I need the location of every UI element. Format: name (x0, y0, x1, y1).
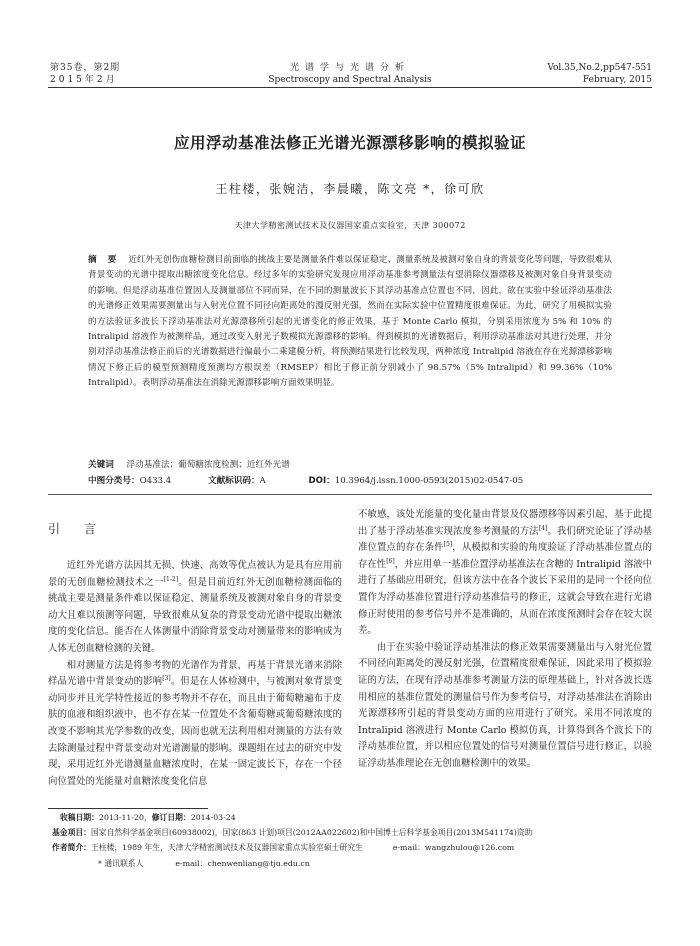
clc-label: 中图分类号： (88, 476, 140, 486)
date-en: February, 2015 (582, 75, 652, 85)
citation-ref: [1-2] (163, 575, 179, 583)
footnote-dates (60, 811, 660, 826)
footnote-author (52, 841, 672, 856)
author-list: 王柱楼，张婉洁，李晨曦，陈文亮 *，徐可欣 (215, 182, 485, 196)
left-paragraph-2 (48, 658, 342, 791)
doi-label: DOI： (308, 476, 335, 486)
right-p1-text-d: ，并应用单一基准位置浮动基准法在含糖的 Intralipid 溶液中进行了基础应用研究，但该方法中在各个波长下采用的是同一个径向位置作为浮动基准位置进行浮动基准信号的修正，这就会导致在进行光谱修正时使用的参考信号并不是准确的，从而在浓度预测时会存在较大误差。 (358, 558, 652, 637)
abstract-divider (48, 494, 652, 495)
email-label: e-mail： (392, 843, 425, 852)
abstract-text: 近红外无创伤血糖检测目前面临的挑战主要是测量条件难以保证稳定、测量系统及被测对象自身的背景变化等问题，导致很难从背景变动的光谱中提取出糖浓度变化信息。经过多年的实验研究发现应用浮动基准参考测量法有望消除仪器漂移及被测对象自身背景变动的影响。但是浮动基准位置因人及测量部位不同而异，在不同的测量波长下其浮动基准点位置也不同，因此，欲在实验中验证浮动基准法的光谱修正效果需要测量出与入射光位置不同径向距离处的漫反射光强，然而在实际实验中位置精度很难保证。为此，研究了用模拟实验的方法验证多波长下浮动基准法对光源漂移所引起的光谱变化的修正效果，基于 Monte Carlo 模拟，分别采用浓度为 5% 和 10% 的 Intralipid 溶液作为被测样品，通过改变入射光子数模拟光源漂移的影响。得到模拟的光谱数据后，利用浮动基准法对其进行处理，并分别对浮动基准法修正前后的光谱数据进行偏最小二乘建模分析，将预测结果进行比较发现，两种浓度 Intralipid 溶液在存在光源漂移影响情况下修正后的模型预测精度预测均方根误差（RMSEP）相比于修正前分别减小了 98.57%（5% Intralipid）和 99.36%（10% Intralipid）。表明浮动基准法在消除光源漂移影响方面效果明显。 (88, 255, 612, 389)
revised-date: 2014-03-24 (190, 813, 236, 822)
revised-label: 修订日期： (151, 813, 191, 822)
journal-name-cn: 光谱学与光谱分析 (289, 63, 410, 73)
author-email: wangzhulou@126.com (424, 843, 515, 852)
received-label: 收稿日期： (60, 813, 99, 822)
right-paragraph-2: 由于在实验中验证浮动基准法的修正效果需要测量出与入射光位置不同径向距离处的漫反射光强，位置精度很难保证，因此采用了模拟验证的方法，在现有浮动基准参考测量方法的原理基础上，针对各波长选用相应的基准位置处的测量信号作为参考信号，对浮动基准法在消除由光源漂移所引起的背景变动方面的应用进行了研究。采用不同浓度的 Intralipid 溶液进行 Monte Carlo 模拟仿真，计算得到各个波长下的浮动基准位置，并以相应位置处的信号对测量位置信号进行修正，以验证浮动基准理论在无创血糖检测中的效果。 (358, 641, 652, 769)
classification (88, 474, 523, 486)
left-p1-text-a: 近红外光谱方法因其无损、快速、高效等优点被认为是具有应用前景的无创血糖检测技术之一 (48, 560, 342, 588)
journal-citation (547, 62, 652, 86)
date-cn: 2015年2月 (50, 75, 118, 85)
right-p1-text-a: 不敏感，该处光能量的变化量由背景及仪器漂移等因素引起，基于此提出了基于浮动基准实现浓度参考测量的方法 (358, 509, 652, 537)
affiliation: 天津大学精密测试技术及仪器国家重点实验室，天津 300072 (234, 220, 466, 230)
keywords-label: 关键词 (88, 460, 114, 470)
right-paragraph-1 (358, 507, 652, 640)
right-p1-text-b: 。我们研究论证了浮动基准位置点的存在条件 (358, 525, 652, 554)
citation-ref: [3] (162, 675, 171, 683)
abstract-label: 摘 要 (88, 255, 121, 265)
abstract (88, 253, 612, 392)
right-p1-text-c: ，从模拟和实验的角度验证了浮动基准位置点的存在性 (358, 542, 652, 570)
journal-name-en: Spectroscopy and Spectral Analysis (268, 75, 432, 85)
header-divider (48, 87, 652, 88)
left-paragraph-1 (48, 558, 342, 658)
keywords (88, 458, 290, 470)
volume-pages-en: Vol.35,No.2,pp547-551 (547, 63, 652, 73)
author-bio: 王柱楼，1989 年生，天津大学精密测试技术及仪器国家重点实验室硕士研究生 (90, 843, 363, 852)
keywords-text: 浮动基准法；葡萄糖浓度检测；近红外光谱 (126, 460, 290, 470)
citation-ref: [4] (538, 524, 548, 532)
fund-text: 国家自然科学基金项目(60938002)，国家(863 计划)项目(2012AA022602)和中国博士后科学基金项目(2013M541174)资助 (90, 828, 533, 837)
volume-issue-cn: 第35卷，第2期 (50, 63, 121, 73)
doi-value: 10.3964/j.issn.1000-0593(2015)02-0547-05 (334, 476, 524, 486)
footnote-divider (48, 808, 208, 809)
left-p1-text-b: 。但是目前近红外无创血糖检测面临的挑战主要是测量条件难以保证稳定、测量系统及被测对象自身的背景变动大且难以预测等问题，导致很难从复杂的背景变动光谱中提取出糖浓度的变化信息。能否在人体测量中消除背景变动对测量带来的影响成为人体无创血糖检测的关键。 (48, 576, 342, 654)
clc-value: O433.4 (139, 476, 172, 486)
left-p2-text-a: 相对测量方法是将参考物的光谱作为背景，再基于背景光谱来消除样品光谱中背景变动的影响 (48, 659, 342, 688)
left-column (48, 558, 342, 790)
paper-title: 应用浮动基准法修正光谱光源漂移影响的模拟验证 (173, 134, 526, 152)
right-column (358, 507, 652, 773)
citation-ref: [6] (386, 557, 395, 565)
section-heading-introduction: 引 言 (48, 522, 106, 536)
footnote-funding (52, 826, 662, 841)
doc-code-value: A (259, 476, 266, 486)
doc-code-label: 文献标识码： (207, 476, 260, 486)
fund-label: 基金项目： (52, 828, 91, 837)
footnote-contact (98, 857, 698, 872)
received-date: 2013-11-20， (98, 813, 152, 822)
contact-email: chenwenliang@tju.edu.cn (207, 859, 310, 868)
corresponding-author-label: * 通讯联系人 (98, 859, 144, 868)
author-bio-label: 作者简介： (52, 843, 91, 852)
citation-ref: [5] (443, 541, 453, 549)
left-p2-text-b: 。但是在人体检测中，与被测对象背景变动同步并且光学特性接近的参考物并不存在，而且由于葡萄糖遍布于皮肤的血液和组织液中，也不存在某一位置处不含葡萄糖或葡萄糖浓度的改变不影响其光学参数的改变，因而也就无法利用相对测量的方法有效去除测量过程中背景变动对光谱测量的影响。课题组在过去的研究中发现，采用近红外光谱测量血糖浓度时，在某一固定波长下，存在一个径向位置处的光能量对血糖浓度变化信息 (48, 676, 342, 787)
contact-email-label: e-mail： (175, 859, 208, 868)
